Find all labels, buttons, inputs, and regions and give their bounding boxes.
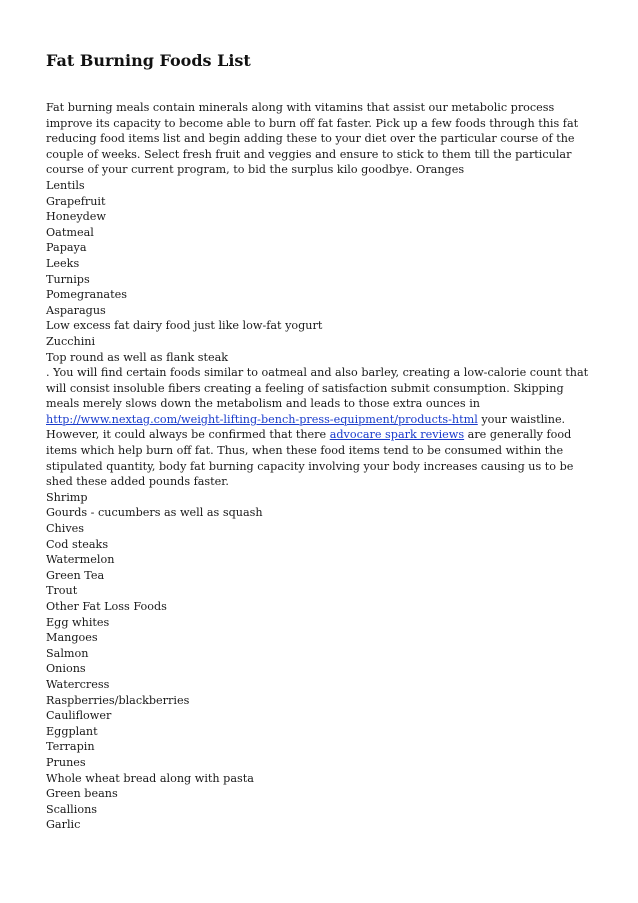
list-item: Trout (46, 584, 78, 598)
advocare-reviews-link[interactable]: advocare spark reviews (329, 428, 465, 442)
list-item: Other Fat Loss Foods (46, 600, 167, 613)
list-item: Low excess fat dairy food just like low-fat yogurt (46, 319, 323, 333)
list-item: Garlic (46, 818, 81, 832)
list-item: Oatmeal (46, 225, 94, 239)
nextag-link[interactable]: http://www.nextag.com/weight-lifting-bench-press-equipment/products-html (46, 412, 478, 426)
list-item: Watermelon (46, 553, 115, 567)
list-item: Green beans (46, 787, 118, 801)
list-item: Chives (46, 522, 85, 536)
document-page (46, 50, 598, 833)
list-item: Eggplant (46, 724, 98, 738)
list-item: Cauliflower (46, 709, 112, 723)
list-item: Onions (46, 662, 86, 676)
list-item: Honeydew (46, 210, 106, 224)
list-item: Grapefruit (46, 194, 106, 208)
list-item: Zucchini (46, 334, 96, 348)
paragraph-text: are generally food items which help burn off fat. Thus, when these food items tend to be consumed within the stipulated quantity, body fat burning capacity involving your body increases causing us to be shed these added pounds faster. (46, 428, 574, 489)
list-item: Mangoes (46, 631, 98, 645)
list-item: Green Tea (46, 568, 105, 582)
food-list-2 (46, 490, 598, 833)
list-item: Egg whites (46, 615, 110, 629)
paragraph-text: . You will find certain foods similar to oatmeal and also barley, creating a low-calorie count that will consist insoluble fibers creating a feeling of satisfaction submit consumption. Skipping meals merely slows down the metabolism and leads to those extra ounces in (46, 366, 589, 411)
list-item: Whole wheat bread along with pasta (46, 771, 254, 785)
intro-paragraph: Fat burning meals contain minerals along with vitamins that assist our metabolic process improve its capacity to become able to burn off fat faster. Pick up a few foods through this fat reducing food items list and begin adding these to your diet over the particular course of the couple of weeks. Select fresh fruit and veggies and ensure to stick to them till the particular course of your current program, to bid the surplus kilo goodbye. Oranges (46, 101, 579, 177)
list-item: Top round as well as flank steak (46, 350, 229, 364)
list-item: Salmon (46, 646, 89, 660)
list-item: Terrapin (46, 740, 95, 754)
document-body (46, 100, 598, 833)
list-item: Shrimp (46, 490, 88, 504)
list-item: Asparagus (46, 303, 106, 317)
list-item: Papaya (46, 241, 87, 255)
second-paragraph (46, 365, 598, 490)
list-item: Watercress (46, 677, 110, 691)
list-item: Scallions (46, 802, 98, 816)
list-item: Prunes (46, 755, 86, 769)
list-item: Pomegranates (46, 288, 127, 302)
list-item: Turnips (46, 272, 90, 286)
food-list-1 (46, 178, 598, 365)
document-title: Fat Burning Foods List (46, 51, 251, 70)
list-item: Lentils (46, 178, 85, 192)
list-item: Raspberries/blackberries (46, 693, 190, 707)
paragraph-text: your waistline. However, it could always be confirmed that there (46, 412, 566, 442)
list-item: Cod steaks (46, 537, 109, 551)
list-item: Leeks (46, 256, 80, 270)
list-item: Gourds - cucumbers as well as squash (46, 506, 263, 520)
